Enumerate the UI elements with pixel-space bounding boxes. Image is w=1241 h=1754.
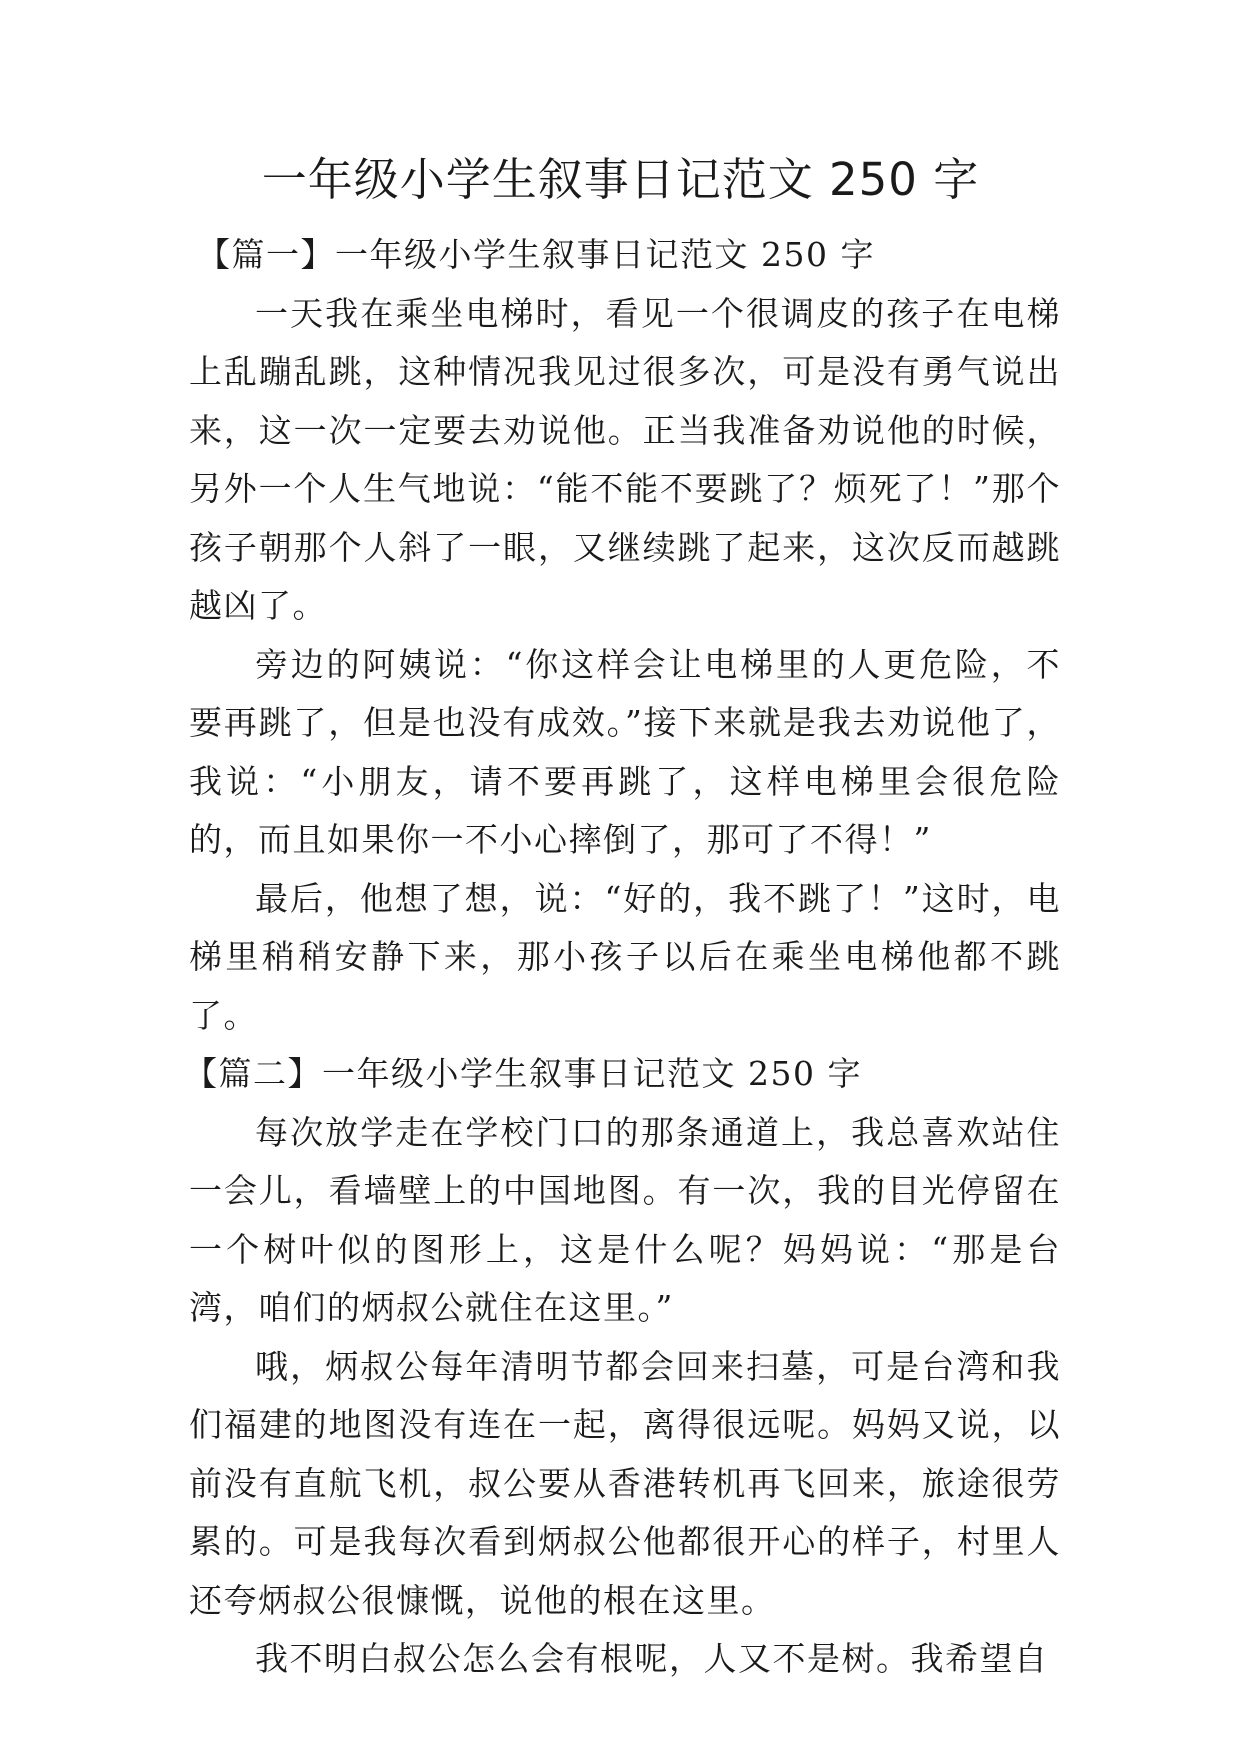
paragraph: 最后，他想了想，说：“好的，我不跳了！”这时，电梯里稍稍安静下来，那小孩子以后在乘坐电梯他都不跳了。 — [189, 878, 1061, 1035]
paragraph: 哦，炳叔公每年清明节都会回来扫墓，可是台湾和我们福建的地图没有连在一起，离得很远呢。妈妈又说，以前没有直航飞机，叔公要从香港转机再飞回来，旅途很劳累的。可是我每次看到炳叔公他都很开心的样子，村里人还夸炳叔公很慷慨，说他的根在这里。 — [189, 1346, 1061, 1620]
paragraph: 一天我在乘坐电梯时，看见一个很调皮的孩子在电梯上乱蹦乱跳，这种情况我见过很多次，可是没有勇气说出来，这一次一定要去劝说他。正当我准备劝说他的时候，另外一个人生气地说：“能不能不要跳了？烦死了！”那个孩子朝那个人斜了一眼，又继续跳了起来，这次反而越跳越凶了。 — [189, 293, 1061, 625]
section-heading-2: 【篇二】一年级小学生叙事日记范文 250 字 — [184, 1054, 862, 1093]
document-title: 一年级小学生叙事日记范文 250 字 — [261, 153, 980, 206]
paragraph: 每次放学走在学校门口的那条通道上，我总喜欢站住一会儿，看墙壁上的中国地图。有一次，我的目光停留在一个树叶似的图形上，这是什么呢？妈妈说：“那是台湾，咱们的炳叔公就住在这里。” — [189, 1112, 1061, 1327]
document-body — [184, 226, 1061, 1689]
paragraph: 我不明白叔公怎么会有根呢，人又不是树。我希望自 — [255, 1639, 1049, 1678]
paragraph: 旁边的阿姨说：“你这样会让电梯里的人更危险，不要再跳了，但是也没有成效。”接下来就是我去劝说他了，我说：“小朋友，请不要再跳了，这样电梯里会很危险的，而且如果你一不小心摔倒了，那可了不得！” — [189, 644, 1061, 859]
section-heading-1: 【篇一】一年级小学生叙事日记范文 250 字 — [197, 235, 875, 274]
